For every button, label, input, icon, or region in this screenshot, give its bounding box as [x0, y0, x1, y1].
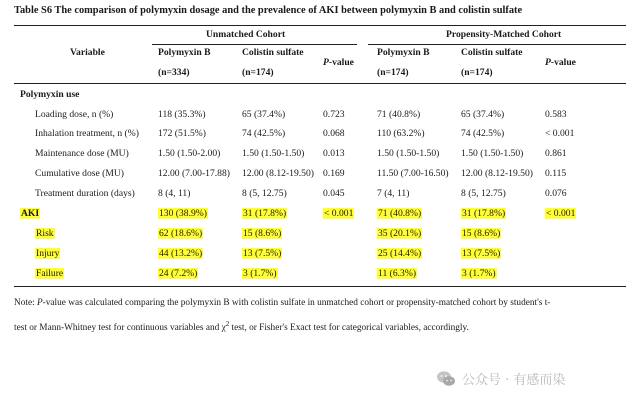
watermark-text: 公众号 · 有感而染 — [462, 373, 566, 388]
aki-sub-m-cs: 15 (8.6%) — [462, 228, 501, 239]
row-label: Maintenance dose (MU) — [35, 148, 129, 159]
header-colistin-unmatched: Colistin sulfate — [242, 47, 304, 58]
unmatched-group-rule — [152, 44, 357, 45]
cell-u-cs: 12.00 (8.12-19.50) — [242, 168, 314, 179]
cell-m-p: 0.583 — [545, 109, 567, 120]
row-label: Cumulative dose (MU) — [35, 168, 124, 179]
table-bottom-rule — [14, 286, 626, 287]
aki-sub-u-cs: 13 (7.5%) — [243, 248, 282, 259]
cell-u-cs: 1.50 (1.50-1.50) — [242, 148, 305, 159]
cell-m-pb: 11.50 (7.00-16.50) — [377, 168, 449, 179]
aki-m-cs: 31 (17.8%) — [462, 208, 506, 219]
header-colistin-matched: Colistin sulfate — [461, 47, 523, 58]
aki-sub-m-cs: 13 (7.5%) — [462, 248, 501, 259]
aki-u-pb: 130 (38.9%) — [159, 208, 207, 219]
header-n-pb-matched: (n=174) — [377, 67, 409, 78]
header-pvalue-unmatched: P-value — [323, 57, 354, 68]
cell-m-cs: 1.50 (1.50-1.50) — [461, 148, 524, 159]
cell-m-p: 0.861 — [545, 148, 567, 159]
wechat-icon — [436, 370, 456, 388]
cell-m-cs: 12.00 (8.12-19.50) — [461, 168, 533, 179]
cell-m-p: 0.076 — [545, 188, 567, 199]
header-bottom-rule — [14, 83, 626, 84]
header-n-cs-matched: (n=174) — [461, 67, 493, 78]
header-matched-cohort: Propensity-Matched Cohort — [446, 29, 562, 40]
cell-u-pb: 172 (51.5%) — [158, 128, 206, 139]
aki-sub-u-pb: 24 (7.2%) — [159, 268, 198, 279]
row-label: Treatment duration (days) — [35, 188, 135, 199]
aki-u-cs: 31 (17.8%) — [243, 208, 287, 219]
cell-m-cs: 65 (37.4%) — [461, 109, 505, 120]
row-label: Inhalation treatment, n (%) — [35, 128, 139, 139]
cell-u-p: 0.013 — [323, 148, 345, 159]
aki-sub-label: Risk — [36, 228, 54, 239]
aki-sub-m-pb: 11 (6.3%) — [378, 268, 417, 279]
cell-u-cs: 8 (5, 12.75) — [242, 188, 287, 199]
cell-u-cs: 65 (37.4%) — [242, 109, 286, 120]
aki-sub-u-pb: 62 (18.6%) — [159, 228, 203, 239]
cell-u-p: 0.045 — [323, 188, 345, 199]
header-n-pb-unmatched: (n=334) — [158, 67, 190, 78]
header-unmatched-cohort: Unmatched Cohort — [206, 29, 286, 40]
aki-sub-m-pb: 35 (20.1%) — [378, 228, 422, 239]
cell-u-pb: 8 (4, 11) — [158, 188, 191, 199]
table-note: Note: P-value was calculated comparing the polymyxin B with colistin sulfate in unmatched cohort or propensity-matched cohort by student's t- test or Mann-Whitney test for continuous variables and $\chi^2$ test, or Fisher's Exact test for categorical variables, accordingly. — [14, 298, 551, 334]
aki-label: AKI — [21, 208, 40, 219]
cell-u-pb: 12.00 (7.00-17.88) — [158, 168, 230, 179]
header-n-cs-unmatched: (n=174) — [242, 67, 274, 78]
aki-sub-m-cs: 3 (1.7%) — [462, 268, 496, 279]
row-label: Loading dose, n (%) — [35, 109, 114, 120]
cell-m-pb: 71 (40.8%) — [377, 109, 421, 120]
section-polymyxin-use: Polymyxin use — [20, 89, 80, 100]
aki-sub-u-pb: 44 (13.2%) — [159, 248, 203, 259]
aki-u-p: < 0.001 — [324, 208, 354, 219]
aki-sub-u-cs: 15 (8.6%) — [243, 228, 282, 239]
aki-m-pb: 71 (40.8%) — [378, 208, 422, 219]
cell-u-cs: 74 (42.5%) — [242, 128, 286, 139]
aki-m-p: < 0.001 — [546, 208, 576, 219]
cell-u-pb: 118 (35.3%) — [158, 109, 206, 120]
aki-sub-u-cs: 3 (1.7%) — [243, 268, 277, 279]
header-variable: Variable — [70, 47, 105, 58]
cell-m-cs: 74 (42.5%) — [461, 128, 505, 139]
cell-u-p: 0.723 — [323, 109, 345, 120]
cell-m-p: 0.115 — [545, 168, 567, 179]
cell-m-pb: 1.50 (1.50-1.50) — [377, 148, 440, 159]
aki-sub-label: Failure — [36, 268, 64, 279]
cell-m-cs: 8 (5, 12.75) — [461, 188, 506, 199]
top-rule — [14, 25, 626, 26]
header-polymyxin-b-matched: Polymyxin B — [377, 47, 430, 58]
header-polymyxin-b-unmatched: Polymyxin B — [158, 47, 211, 58]
aki-sub-m-pb: 25 (14.4%) — [378, 248, 422, 259]
matched-group-rule — [368, 44, 626, 45]
cell-u-p: 0.068 — [323, 128, 345, 139]
aki-sub-label: Injury — [36, 248, 60, 259]
cell-u-p: 0.169 — [323, 168, 345, 179]
cell-m-pb: 7 (4, 11) — [377, 188, 410, 199]
watermark — [436, 369, 565, 388]
cell-u-pb: 1.50 (1.50-2.00) — [158, 148, 221, 159]
header-pvalue-matched: P-value — [545, 57, 576, 68]
cell-m-p: < 0.001 — [545, 128, 575, 139]
cell-m-pb: 110 (63.2%) — [377, 128, 425, 139]
table-title: Table S6 The comparison of polymyxin dosage and the prevalence of AKI between polymyxin B and colistin sulfate — [14, 5, 523, 16]
